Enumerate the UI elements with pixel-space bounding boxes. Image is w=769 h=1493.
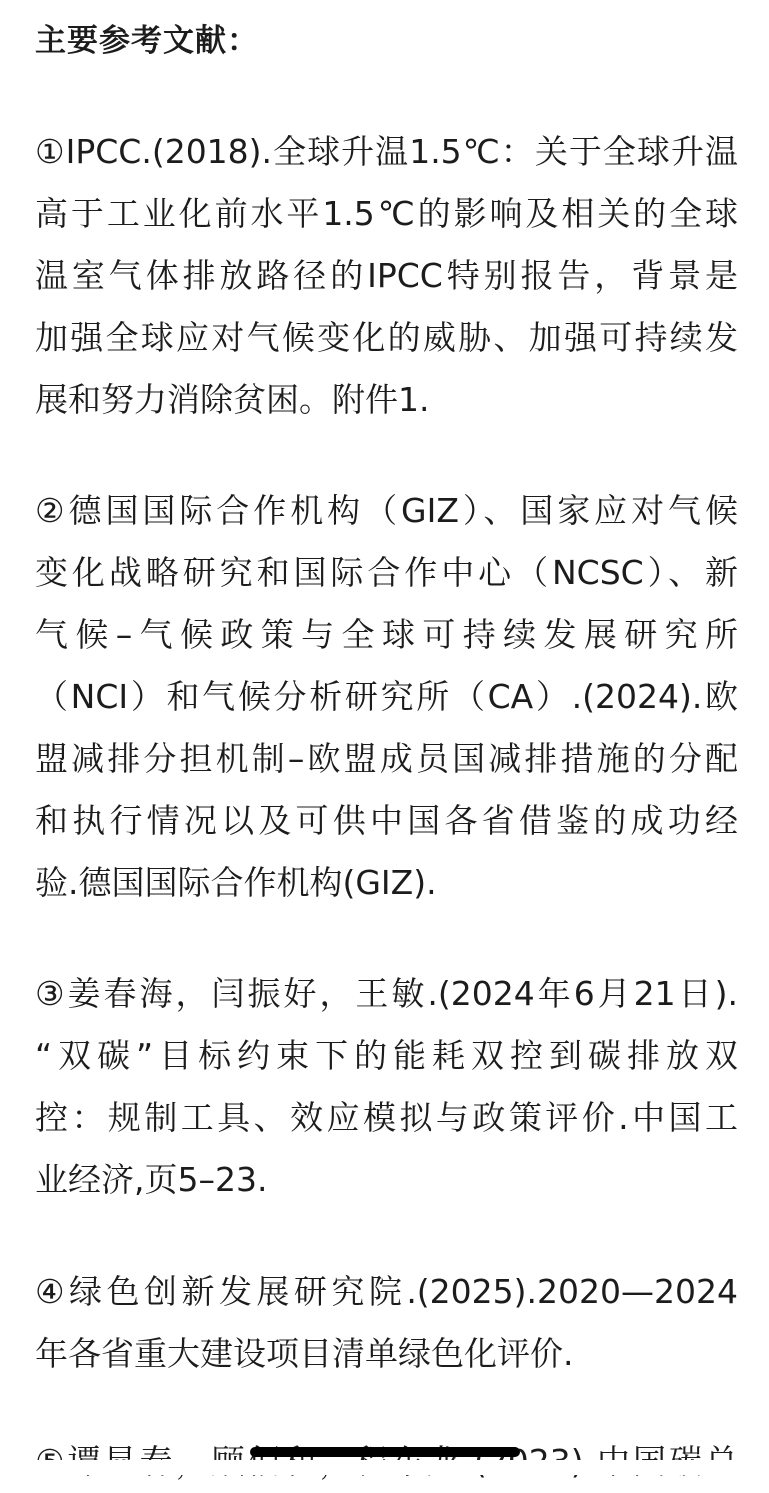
reference-line: ④绿色创新发展研究院.(2025).2020—2024 — [35, 1272, 738, 1311]
reference-item-4 — [35, 1261, 738, 1385]
reference-line: 年各省重大建设项目清单绿色化评价. — [35, 1334, 574, 1373]
reference-line: ①IPCC.(2018).全球升温1.5℃：关于全球升温 — [35, 132, 738, 171]
reference-line: 和执行情况以及可供中国各省借鉴的成功经 — [35, 801, 738, 840]
reference-line: 加强全球应对气候变化的威胁、加强可持续发 — [35, 318, 738, 357]
reference-line: 气候–气候政策与全球可持续发展研究所 — [35, 615, 738, 654]
reference-line: 控：规制工具、效应模拟与政策评价.中国工 — [35, 1098, 738, 1137]
reference-line: “双碳”目标约束下的能耗双控到碳排放双 — [35, 1036, 738, 1075]
reference-line: ③姜春海，闫振好，王敏.(2024年6月21日). — [35, 974, 738, 1013]
reference-item-3 — [35, 963, 738, 1211]
reference-line: （NCI）和气候分析研究所（CA）.(2024).欧 — [35, 677, 738, 716]
reference-line: 业经济,页5–23. — [35, 1160, 268, 1199]
reference-line: 温室气体排放路径的IPCC特别报告，背景是 — [35, 256, 738, 295]
reference-line: 变化战略研究和国际合作中心（NCSC）、新 — [35, 553, 738, 592]
reference-line: ②德国国际合作机构（GIZ）、国家应对气候 — [35, 491, 738, 530]
home-indicator-bar[interactable] — [250, 1447, 520, 1457]
reference-item-2 — [35, 480, 738, 914]
bottom-edge — [0, 1460, 769, 1475]
reference-line: 展和努力消除贫困。附件1. — [35, 380, 430, 419]
reference-line: 高于工业化前水平1.5℃的影响及相关的全球 — [35, 194, 738, 233]
reference-line: 盟减排分担机制–欧盟成员国减排措施的分配 — [35, 739, 738, 778]
reference-line: 验.德国国际合作机构(GIZ). — [35, 863, 437, 902]
references-heading: 主要参考文献： — [35, 23, 259, 59]
reference-item-1 — [35, 121, 738, 431]
